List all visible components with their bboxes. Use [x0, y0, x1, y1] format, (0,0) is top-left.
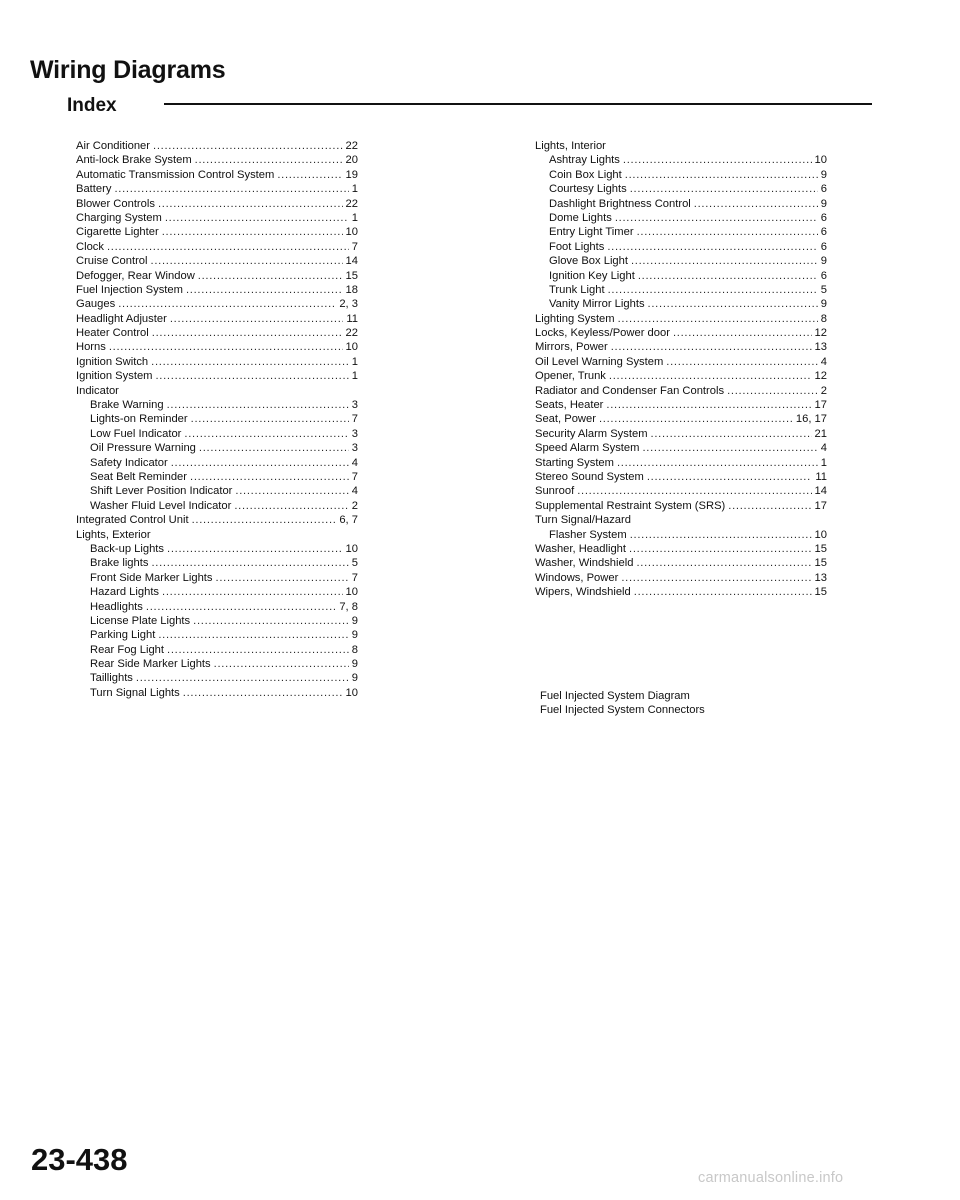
dot-leader: [694, 197, 818, 211]
dot-leader: [167, 542, 343, 556]
dot-leader: [617, 456, 818, 470]
dot-leader: [107, 240, 349, 254]
index-entry-label: License Plate Lights: [90, 614, 191, 627]
index-entry-page: 9: [351, 658, 358, 671]
index-entry-page: 7: [351, 240, 358, 253]
index-column-left: [76, 139, 358, 700]
index-entry-label: Automatic Transmission Control System: [76, 168, 275, 181]
index-entry-label: Ignition System: [76, 370, 153, 383]
index-entry: [535, 470, 827, 484]
index-entry: [76, 686, 358, 700]
index-entry-label: Lights, Interior: [535, 140, 606, 152]
dot-leader: [151, 556, 348, 570]
index-entry-label: Cigarette Lighter: [76, 226, 159, 239]
dot-leader: [615, 211, 818, 225]
dot-leader: [728, 499, 811, 513]
index-entry-page: 1: [351, 355, 358, 368]
dot-leader: [136, 671, 349, 685]
index-entry-label: Stereo Sound System: [535, 470, 644, 483]
index-entry-page: 10: [345, 542, 358, 555]
watermark: carmanualsonline.info: [698, 1170, 844, 1186]
index-entry-page: 10: [345, 686, 358, 699]
index-entry-page: 8: [351, 643, 358, 656]
dot-leader: [109, 340, 343, 354]
index-entry-page: 13: [814, 571, 827, 584]
index-entry-page: 9: [351, 672, 358, 685]
index-entry-page: 20: [345, 154, 358, 167]
index-entry-label: Cruise Control: [76, 255, 148, 268]
index-entry: [76, 484, 358, 498]
dot-leader: [192, 513, 337, 527]
index-entry: [535, 340, 827, 354]
dot-leader: [214, 657, 349, 671]
dot-leader: [630, 182, 818, 196]
index-entry-page: 5: [820, 283, 827, 296]
index-entry-label: Opener, Trunk: [535, 370, 606, 383]
index-entry: [76, 312, 358, 326]
index-entry: [535, 384, 827, 398]
index-entry-label: Rear Side Marker Lights: [90, 658, 211, 671]
index-entry-page: 16, 17: [795, 413, 827, 426]
index-entry-page: 22: [345, 140, 358, 152]
dot-leader: [184, 427, 348, 441]
index-entry: [76, 499, 358, 513]
index-entry: [76, 643, 358, 657]
index-entry-page: 9: [351, 614, 358, 627]
index-entry: [535, 197, 827, 211]
index-entry-page: 17: [814, 399, 827, 412]
index-entry-label: Flasher System: [549, 528, 627, 541]
index-entry: [535, 139, 827, 153]
dot-leader: [666, 355, 817, 369]
index-entry-page: 4: [820, 442, 827, 455]
index-entry: [76, 254, 358, 268]
dot-leader: [608, 283, 818, 297]
dot-leader: [651, 427, 812, 441]
index-entry: [76, 269, 358, 283]
index-entry: [76, 355, 358, 369]
index-entry-page: 7, 8: [339, 600, 358, 613]
index-entry-page: 9: [820, 298, 827, 311]
index-entry-label: Lighting System: [535, 312, 615, 325]
dot-leader: [162, 585, 343, 599]
index-entry: [76, 153, 358, 167]
dot-leader: [153, 139, 343, 153]
index-entry-page: 3: [351, 427, 358, 440]
index-entry-page: 10: [814, 528, 827, 541]
dot-leader: [625, 168, 818, 182]
dot-leader: [611, 340, 812, 354]
index-entry: [535, 542, 827, 556]
dot-leader: [158, 197, 343, 211]
index-entry-label: Defogger, Rear Window: [76, 269, 195, 282]
index-entry: [76, 297, 358, 311]
index-entry: [535, 499, 827, 513]
index-entry-label: Lights, Exterior: [76, 528, 151, 541]
index-entry-page: 2, 3: [339, 298, 358, 311]
index-entry-label: Washer, Windshield: [535, 557, 634, 570]
index-entry-label: Sunroof: [535, 485, 575, 498]
index-entry-label: Parking Light: [90, 629, 156, 642]
index-entry: [535, 412, 827, 426]
index-entry: [535, 585, 827, 599]
dot-leader: [606, 398, 811, 412]
dot-leader: [235, 484, 348, 498]
index-entry: [76, 326, 358, 340]
dot-leader: [198, 269, 343, 283]
dot-leader: [152, 326, 343, 340]
index-entry: [76, 398, 358, 412]
index-entry-label: Battery: [76, 183, 112, 196]
dot-leader: [186, 283, 343, 297]
index-entry-page: 6: [820, 240, 827, 253]
index-entry-label: Seat Belt Reminder: [90, 470, 188, 483]
index-entry-page: 9: [820, 255, 827, 268]
page-number: 23-438: [31, 1142, 128, 1177]
index-entry-page: 9: [351, 629, 358, 642]
index-entry-label: Brake lights: [90, 557, 149, 570]
dot-leader: [609, 369, 812, 383]
index-entry: [535, 153, 827, 167]
index-entry-label: Horns: [76, 341, 106, 354]
index-entry: [535, 326, 827, 340]
dot-leader: [190, 470, 349, 484]
index-entry-label: Wipers, Windshield: [535, 586, 631, 599]
dot-leader: [193, 614, 349, 628]
dot-leader: [648, 297, 818, 311]
index-entry: [535, 528, 827, 542]
index-entry-label: Ashtray Lights: [549, 154, 620, 167]
dot-leader: [621, 571, 811, 585]
dot-leader: [638, 269, 818, 283]
index-entry: [76, 600, 358, 614]
index-entry-label: Locks, Keyless/Power door: [535, 327, 670, 340]
index-entry: [76, 412, 358, 426]
index-entry-page: 8: [820, 312, 827, 325]
index-entry-page: 4: [351, 456, 358, 469]
index-entry-label: Front Side Marker Lights: [90, 571, 213, 584]
index-entry-label: Security Alarm System: [535, 427, 648, 440]
index-entry-label: Indicator: [76, 384, 119, 397]
index-entry-page: 15: [814, 557, 827, 570]
dot-leader: [151, 355, 349, 369]
index-entry: [535, 225, 827, 239]
dot-leader: [599, 412, 793, 426]
diagram-notes: [540, 689, 705, 718]
index-entry-label: Fuel Injection System: [76, 283, 183, 296]
index-entry-label: Oil Level Warning System: [535, 355, 664, 368]
index-entry-page: 3: [351, 399, 358, 412]
index-entry-label: Ignition Switch: [76, 355, 149, 368]
index-entry-page: 11: [815, 470, 827, 483]
index-entry-label: Shift Lever Position Indicator: [90, 485, 233, 498]
dot-leader: [629, 542, 812, 556]
dot-leader: [623, 153, 812, 167]
index-entry: [76, 585, 358, 599]
index-entry-label: Lights-on Reminder: [90, 413, 188, 426]
index-entry-page: 6: [820, 211, 827, 224]
index-entry: [76, 671, 358, 685]
index-entry-page: 10: [814, 154, 827, 167]
index-entry-page: 15: [814, 542, 827, 555]
index-entry: [76, 369, 358, 383]
index-entry: [535, 269, 827, 283]
index-entry-label: Vanity Mirror Lights: [549, 298, 645, 311]
index-entry: [535, 456, 827, 470]
dot-leader: [673, 326, 812, 340]
index-entry-page: 7: [351, 470, 358, 483]
index-entry-label: Safety Indicator: [90, 456, 168, 469]
index-entry: [76, 470, 358, 484]
index-entry-label: Seat, Power: [535, 413, 596, 426]
index-entry-label: Dome Lights: [549, 211, 612, 224]
dot-leader: [577, 484, 811, 498]
index-entry: [535, 513, 827, 527]
section-title: Index: [67, 95, 117, 116]
dot-leader: [167, 398, 349, 412]
dot-leader: [618, 312, 818, 326]
index-entry-label: Courtesy Lights: [549, 183, 627, 196]
index-entry-page: 17: [814, 499, 827, 512]
index-entry: [76, 139, 358, 153]
dot-leader: [158, 628, 348, 642]
index-entry: [76, 427, 358, 441]
dot-leader: [630, 528, 812, 542]
index-entry-page: 1: [351, 211, 358, 224]
dot-leader: [114, 182, 348, 196]
dot-leader: [165, 211, 349, 225]
dot-leader: [167, 643, 349, 657]
index-entry-page: 19: [345, 168, 358, 181]
index-entry: [76, 182, 358, 196]
index-entry: [535, 297, 827, 311]
dot-leader: [118, 297, 336, 311]
index-entry-label: Brake Warning: [90, 399, 164, 412]
index-entry-label: Windows, Power: [535, 571, 619, 584]
index-entry-label: Integrated Control Unit: [76, 514, 189, 527]
index-entry-label: Washer Fluid Level Indicator: [90, 499, 232, 512]
note-line: Fuel Injected System Connectors: [540, 704, 705, 717]
index-entry: [76, 528, 358, 542]
index-entry: [76, 211, 358, 225]
index-entry-label: Speed Alarm System: [535, 442, 640, 455]
index-entry-page: 12: [814, 327, 827, 340]
dot-leader: [199, 441, 349, 455]
index-entry-label: Back-up Lights: [90, 542, 165, 555]
index-entry-label: Seats, Heater: [535, 399, 604, 412]
index-entry: [76, 456, 358, 470]
index-entry-page: 22: [345, 327, 358, 340]
index-entry-page: 13: [814, 341, 827, 354]
index-entry-page: 9: [820, 168, 827, 181]
index-entry-page: 1: [351, 370, 358, 383]
index-entry-label: Entry Light Timer: [549, 226, 634, 239]
index-entry-page: 9: [820, 197, 827, 210]
index-entry-page: 7: [351, 571, 358, 584]
index-entry-page: 11: [346, 312, 358, 325]
index-entry-page: 3: [351, 442, 358, 455]
index-entry-page: 15: [814, 586, 827, 599]
index-entry: [535, 427, 827, 441]
index-entry-label: Coin Box Light: [549, 168, 622, 181]
index-entry: [535, 182, 827, 196]
index-entry: [535, 283, 827, 297]
index-entry-label: Starting System: [535, 456, 614, 469]
index-entry: [76, 340, 358, 354]
index-entry: [535, 571, 827, 585]
dot-leader: [631, 254, 818, 268]
dot-leader: [216, 571, 349, 585]
index-entry-label: Heater Control: [76, 327, 149, 340]
index-entry: [535, 211, 827, 225]
index-entry-page: 14: [814, 485, 827, 498]
index-entry-label: Taillights: [90, 672, 133, 685]
index-entry-label: Supplemental Restraint System (SRS): [535, 499, 726, 512]
index-entry-label: Turn Signal/Hazard: [535, 514, 631, 527]
index-entry: [76, 571, 358, 585]
index-entry-page: 2: [820, 384, 827, 397]
dot-leader: [162, 225, 343, 239]
index-entry-label: Blower Controls: [76, 197, 155, 210]
index-entry-label: Mirrors, Power: [535, 341, 608, 354]
dot-leader: [171, 456, 349, 470]
index-entry: [76, 614, 358, 628]
index-entry-page: 4: [351, 485, 358, 498]
index-entry-page: 15: [345, 269, 358, 282]
index-entry-label: Clock: [76, 240, 104, 253]
dot-leader: [637, 225, 818, 239]
index-entry-label: Foot Lights: [549, 240, 605, 253]
index-entry-label: Hazard Lights: [90, 586, 160, 599]
index-entry: [535, 484, 827, 498]
index-entry-page: 21: [814, 427, 827, 440]
index-entry: [535, 312, 827, 326]
dot-leader: [642, 441, 817, 455]
index-entry-page: 22: [345, 197, 358, 210]
dot-leader: [170, 312, 344, 326]
index-entry-page: 6: [820, 269, 827, 282]
dot-leader: [634, 585, 812, 599]
index-entry-label: Gauges: [76, 298, 116, 311]
index-entry-page: 1: [351, 183, 358, 196]
index-entry: [535, 355, 827, 369]
index-entry-page: 10: [345, 226, 358, 239]
index-entry: [76, 197, 358, 211]
index-entry-label: Washer, Headlight: [535, 542, 626, 555]
index-entry-page: 5: [351, 557, 358, 570]
index-entry: [76, 168, 358, 182]
index-entry-page: 12: [814, 370, 827, 383]
header-rule: [164, 103, 872, 105]
index-entry-page: 6: [820, 183, 827, 196]
index-entry-page: 1: [820, 456, 827, 469]
index-entry: [76, 384, 358, 398]
index-entry-page: 10: [345, 586, 358, 599]
dot-leader: [234, 499, 348, 513]
index-entry-label: Headlights: [90, 600, 143, 613]
index-entry: [535, 556, 827, 570]
page-title: Wiring Diagrams: [30, 56, 226, 84]
index-entry: [535, 398, 827, 412]
index-entry: [76, 657, 358, 671]
index-column-right: [535, 139, 827, 600]
dot-leader: [195, 153, 343, 167]
dot-leader: [183, 686, 343, 700]
index-entry: [76, 628, 358, 642]
index-entry-label: Radiator and Condenser Fan Controls: [535, 384, 725, 397]
index-entry: [76, 542, 358, 556]
index-entry-page: 6, 7: [339, 514, 358, 527]
note-line: Fuel Injected System Diagram: [540, 690, 690, 702]
index-entry-page: 10: [345, 341, 358, 354]
index-entry: [535, 168, 827, 182]
index-entry-page: 14: [345, 255, 358, 268]
index-entry-label: Anti-lock Brake System: [76, 154, 192, 167]
dot-leader: [191, 412, 349, 426]
index-entry-label: Oil Pressure Warning: [90, 442, 196, 455]
index-entry-label: Dashlight Brightness Control: [549, 197, 691, 210]
index-entry: [76, 240, 358, 254]
dot-leader: [647, 470, 813, 484]
index-entry-page: 6: [820, 226, 827, 239]
index-entry: [535, 254, 827, 268]
index-entry-page: 2: [351, 499, 358, 512]
index-entry: [76, 441, 358, 455]
dot-leader: [636, 556, 811, 570]
index-entry-page: 7: [351, 413, 358, 426]
index-entry-page: 4: [820, 355, 827, 368]
dot-leader: [155, 369, 348, 383]
dot-leader: [727, 384, 818, 398]
index-entry-label: Air Conditioner: [76, 140, 150, 152]
index-entry: [76, 513, 358, 527]
index-entry: [76, 283, 358, 297]
index-entry-label: Charging System: [76, 211, 162, 224]
index-entry: [535, 441, 827, 455]
index-entry-label: Trunk Light: [549, 283, 605, 296]
index-entry-label: Headlight Adjuster: [76, 312, 167, 325]
dot-leader: [146, 600, 336, 614]
index-entry-label: Turn Signal Lights: [90, 686, 180, 699]
index-entry: [76, 556, 358, 570]
dot-leader: [607, 240, 817, 254]
index-entry-label: Ignition Key Light: [549, 269, 635, 282]
index-entry-label: Low Fuel Indicator: [90, 427, 182, 440]
index-entry-label: Glove Box Light: [549, 255, 628, 268]
index-entry: [76, 225, 358, 239]
index-entry-page: 18: [345, 283, 358, 296]
index-entry-label: Rear Fog Light: [90, 643, 165, 656]
index-entry: [535, 369, 827, 383]
index-entry: [535, 240, 827, 254]
dot-leader: [151, 254, 343, 268]
dot-leader: [277, 168, 342, 182]
